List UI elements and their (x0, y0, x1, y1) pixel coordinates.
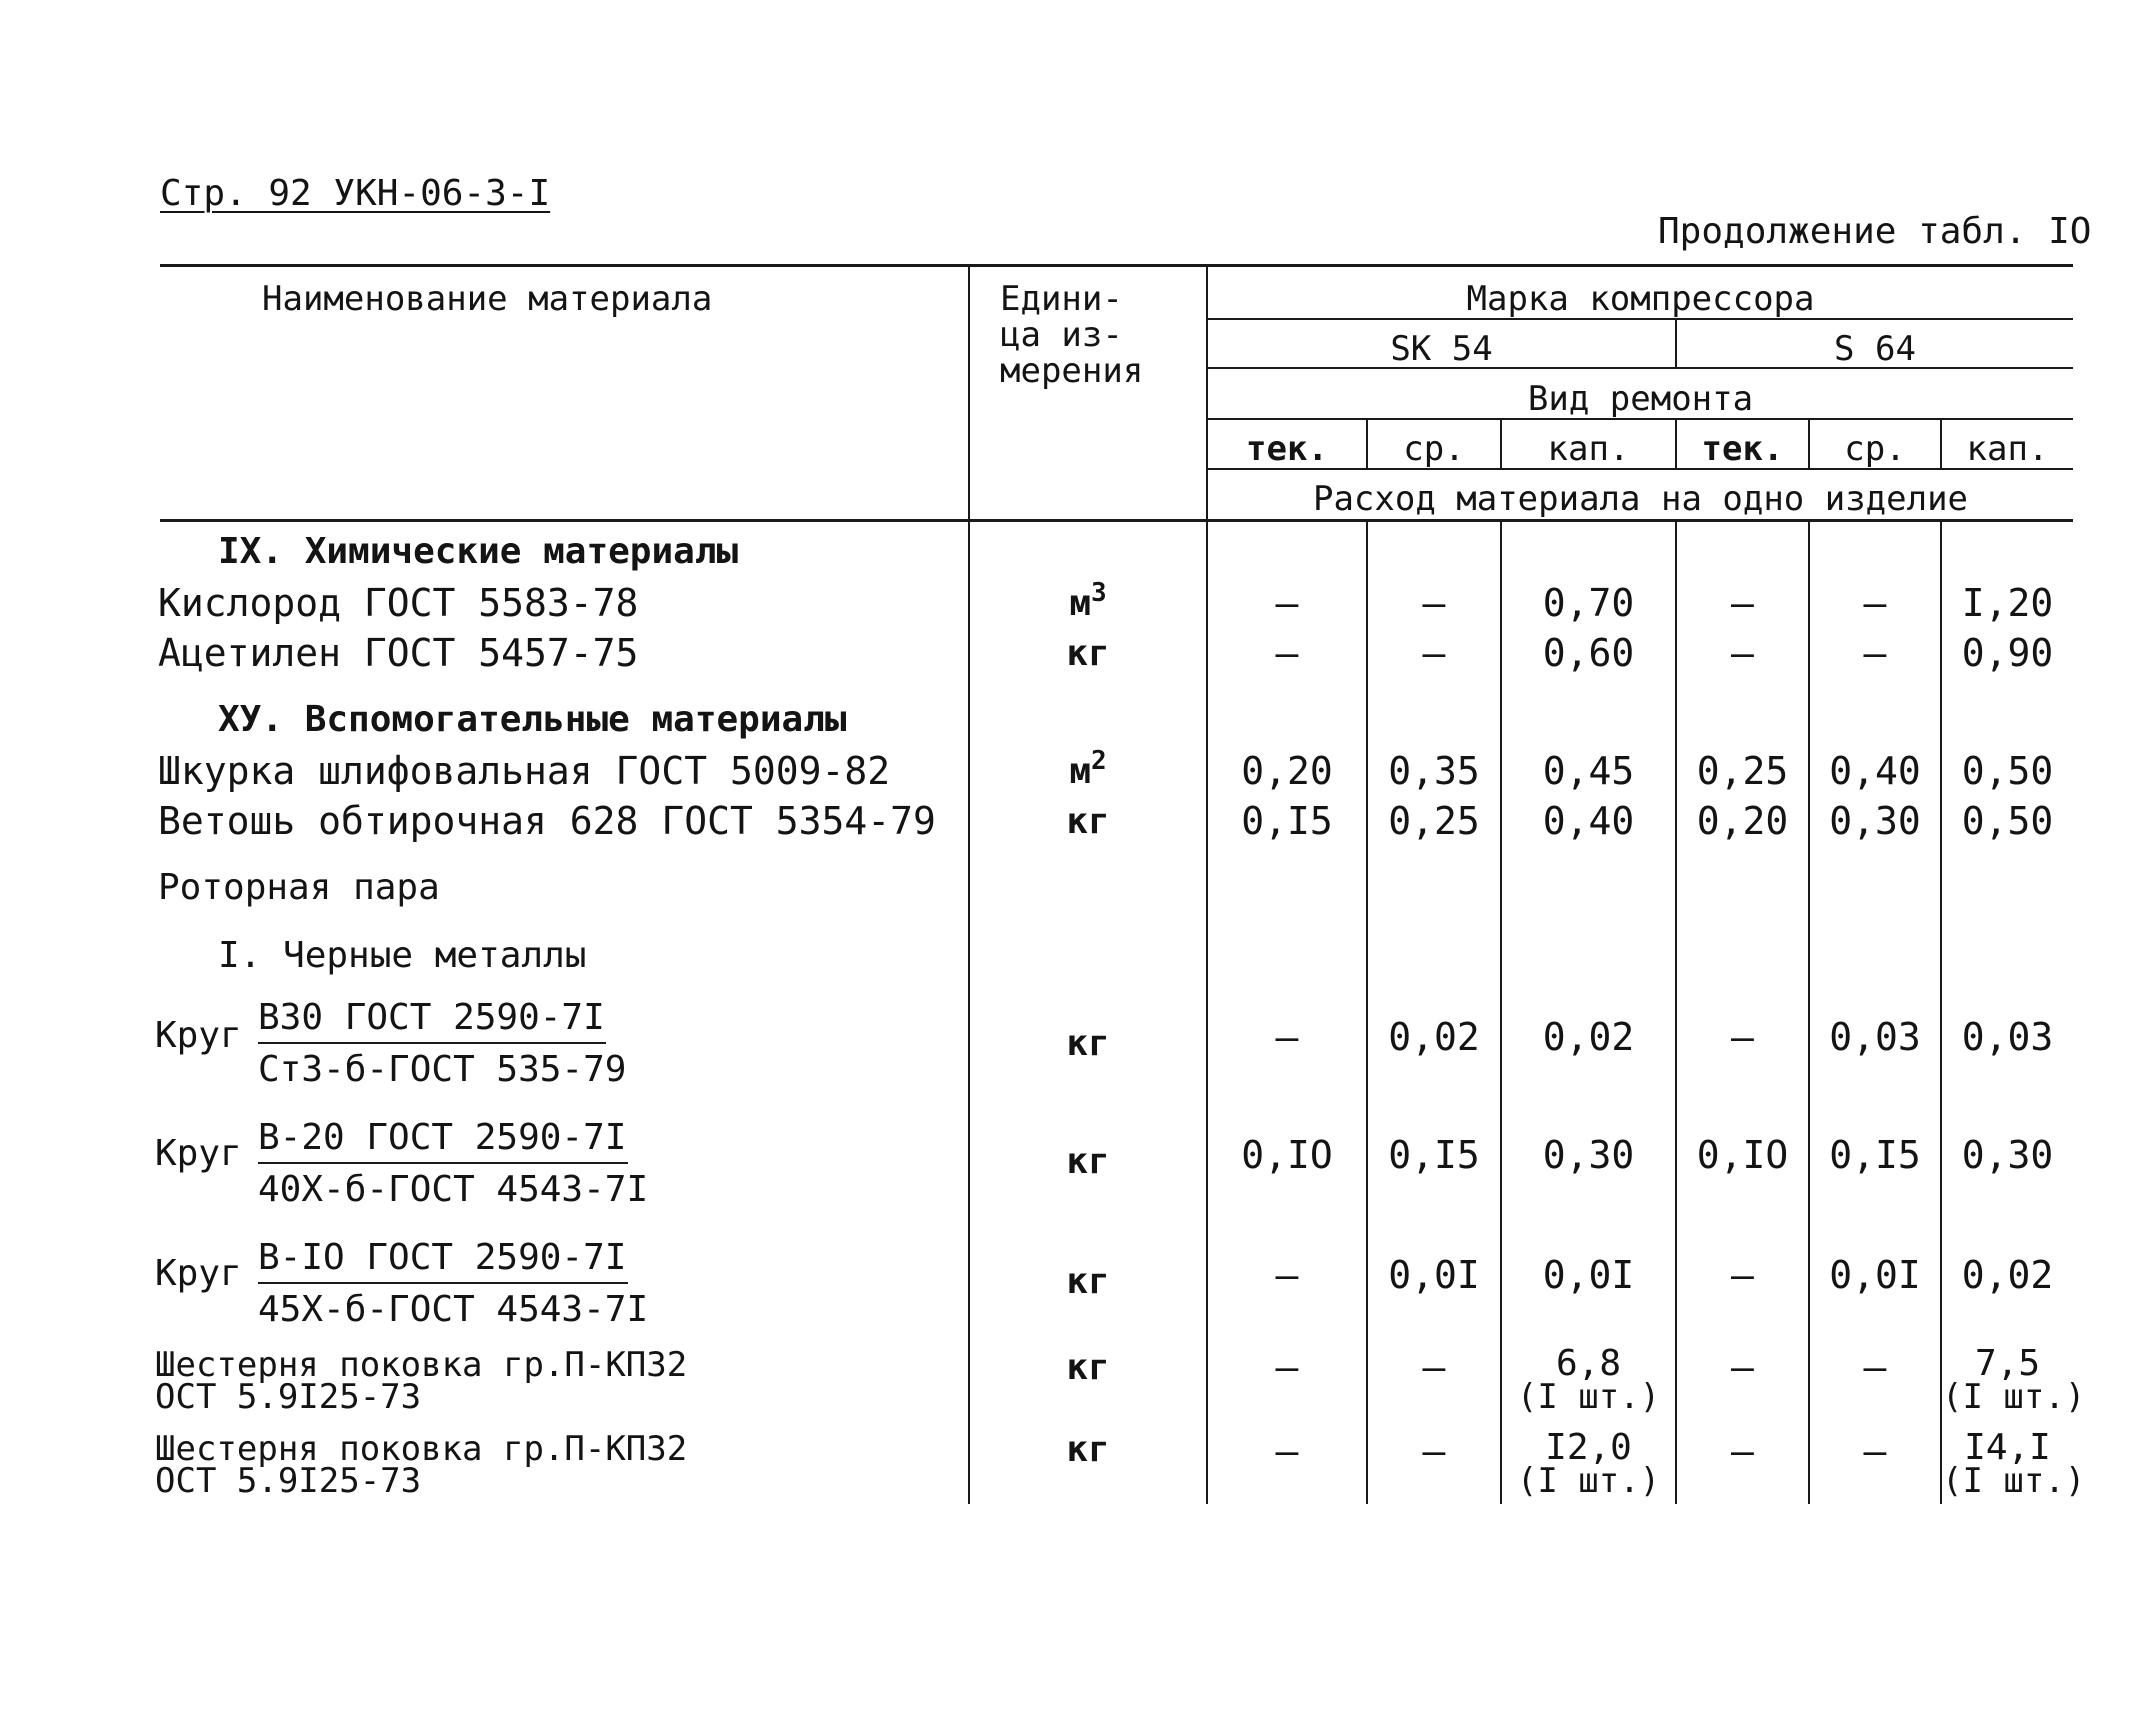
row-krug1-unit: кг (1066, 1023, 1110, 1064)
row-krug2-v6: 0,30 (1961, 1133, 2054, 1177)
row-gear1-v4: – (1731, 1345, 1754, 1389)
row-krug1-numerator: В30 ГОСТ 2590-7I (258, 997, 605, 1038)
header-compressor-brand: Марка компрессора (1466, 279, 1815, 319)
row-gear1-name-line2: ОСТ 5.9I25-73 (155, 1377, 422, 1417)
row-gear2-v1: – (1275, 1429, 1299, 1473)
row-krug1-v6: 0,03 (1961, 1015, 2054, 1059)
row-gear2-name-line2: ОСТ 5.9I25-73 (155, 1461, 422, 1501)
row-gear1-v2: – (1422, 1345, 1446, 1389)
row-krug2-v2: 0,I5 (1388, 1133, 1480, 1177)
row-krug1-fraction-line (258, 1042, 606, 1044)
row-rags-v2: 0,25 (1388, 799, 1480, 843)
row-gear2-name-line1: Шестерня поковка гр.П-КП32 (155, 1429, 688, 1469)
row-sandpaper-v6: 0,50 (1961, 749, 2054, 793)
row-acetylene-v3: 0,60 (1542, 631, 1635, 675)
header-unit-line3: мерения (1000, 351, 1144, 391)
row-krug3-unit: кг (1066, 1261, 1110, 1302)
row-sandpaper-v1: 0,20 (1241, 749, 1333, 793)
row-sandpaper-v5: 0,40 (1829, 749, 1921, 793)
row-gear1-name-line1: Шестерня поковка гр.П-КП32 (155, 1345, 688, 1385)
row-oxygen-v6: I,20 (1961, 581, 2054, 625)
row-rags-v1: 0,I5 (1241, 799, 1333, 843)
row-krug2-denominator: 40Х-б-ГОСТ 4543-7I (258, 1169, 649, 1210)
row-krug3-v5: 0,0I (1829, 1253, 1921, 1297)
row-sandpaper-name: Шкурка шлифовальная ГОСТ 5009-82 (158, 749, 891, 793)
row-krug3-v4: – (1731, 1253, 1754, 1297)
group-rotor-pair: Роторная пара (158, 867, 440, 908)
row-krug3-v6: 0,02 (1961, 1253, 2054, 1297)
row-gear2-v5: – (1863, 1429, 1887, 1473)
row-oxygen-unit: $м^3$ (1069, 578, 1107, 624)
row-gear1-note-a: (I шт.) (1516, 1377, 1661, 1417)
row-krug1-denominator: Ст3-б-ГОСТ 535-79 (258, 1049, 627, 1090)
header-sub-current-b: тек. (1701, 429, 1784, 469)
model-rule (1208, 367, 2073, 369)
header-sub-medium-b: ср. (1844, 429, 1906, 469)
row-sandpaper-unit: $м^2$ (1069, 746, 1107, 792)
row-krug2-v1: 0,IO (1241, 1133, 1333, 1177)
header-bottom-rule (160, 519, 2073, 522)
row-gear1-note-b: (I шт.) (1942, 1377, 2086, 1417)
column-divider-name-unit (968, 266, 970, 1504)
table-top-rule (160, 264, 2073, 267)
row-krug3-numerator: В-IO ГОСТ 2590-7I (258, 1237, 627, 1278)
header-sub-medium-a: ср. (1403, 429, 1465, 469)
row-oxygen-v1: – (1275, 581, 1299, 625)
section-ferrous-metals: I. Черные металлы (218, 935, 587, 976)
row-krug1-v2: 0,02 (1388, 1015, 1480, 1059)
row-krug2-v4: 0,IO (1696, 1133, 1789, 1177)
row-acetylene-v4: – (1731, 631, 1754, 675)
row-krug1-v5: 0,03 (1829, 1015, 1921, 1059)
row-krug2-v5: 0,I5 (1829, 1133, 1921, 1177)
row-oxygen-v2: – (1422, 581, 1446, 625)
row-krug2-label: Круг (155, 1133, 242, 1174)
row-gear1-v1: – (1275, 1345, 1299, 1389)
row-gear1-v5: – (1863, 1345, 1887, 1389)
row-krug3-v1: – (1275, 1253, 1299, 1297)
row-acetylene-v5: – (1863, 631, 1887, 675)
row-oxygen-v3: 0,70 (1542, 581, 1635, 625)
row-acetylene-v1: – (1275, 631, 1299, 675)
header-sub-current-a: тек. (1246, 429, 1328, 469)
row-gear2-v3: I2,0 (1545, 1427, 1632, 1468)
header-consumption: Расход материала на одно изделие (1312, 479, 1969, 519)
header-unit-line1: Едини- (1000, 279, 1123, 319)
row-krug1-v3: 0,02 (1542, 1015, 1635, 1059)
row-sandpaper-v3: 0,45 (1542, 749, 1635, 793)
header-model-sk54: SK 54 (1390, 329, 1493, 369)
row-acetylene-v6: 0,90 (1961, 631, 2054, 675)
row-acetylene-name: Ацетилен ГОСТ 5457-75 (158, 631, 639, 675)
row-gear2-note-a: (I шт.) (1516, 1461, 1661, 1501)
row-sandpaper-v2: 0,35 (1388, 749, 1480, 793)
header-material-name: Наименование материала (262, 279, 713, 319)
row-oxygen-v4: – (1731, 581, 1754, 625)
page-reference: Стр. 92 УКН-06-3-I (160, 173, 551, 214)
row-gear1-v3: 6,8 (1555, 1343, 1622, 1384)
row-acetylene-v2: – (1422, 631, 1446, 675)
header-model-s64: S 64 (1834, 329, 1916, 369)
row-gear1-v6: 7,5 (1974, 1343, 2041, 1384)
header-sub-capital-b: кап. (1966, 429, 2049, 469)
row-sandpaper-v4: 0,25 (1696, 749, 1789, 793)
row-gear2-v6: I4,I (1964, 1427, 2051, 1468)
row-krug1-v1: – (1275, 1015, 1299, 1059)
row-krug3-denominator: 45Х-б-ГОСТ 4543-7I (258, 1289, 649, 1330)
row-gear2-unit: кг (1066, 1429, 1110, 1470)
table-continuation-label: Продолжение табл. IO (1658, 211, 2092, 252)
row-krug3-fraction-line (258, 1282, 628, 1284)
row-krug3-v3: 0,0I (1542, 1253, 1635, 1297)
row-rags-v6: 0,50 (1961, 799, 2054, 843)
row-oxygen-name: Кислород ГОСТ 5583-78 (158, 581, 639, 625)
row-gear2-note-b: (I шт.) (1942, 1461, 2086, 1501)
row-gear2-v4: – (1731, 1429, 1754, 1473)
row-gear1-unit: кг (1066, 1347, 1110, 1388)
row-krug1-v4: – (1731, 1015, 1754, 1059)
row-krug2-unit: кг (1066, 1141, 1110, 1182)
row-rags-name: Ветошь обтирочная 628 ГОСТ 5354-79 (158, 799, 936, 843)
row-rags-v3: 0,40 (1542, 799, 1635, 843)
header-repair-type: Вид ремонта (1527, 379, 1754, 419)
subheader-rule (1208, 468, 2073, 470)
row-rags-v5: 0,30 (1829, 799, 1921, 843)
row-acetylene-unit: кг (1066, 633, 1110, 674)
row-gear2-v2: – (1422, 1429, 1446, 1473)
section-auxiliary-materials: ХУ. Вспомогательные материалы (218, 699, 847, 740)
header-sub-capital-a: кап. (1547, 429, 1630, 469)
row-rags-v4: 0,20 (1696, 799, 1789, 843)
row-krug1-label: Круг (155, 1015, 242, 1056)
row-krug3-v2: 0,0I (1388, 1253, 1480, 1297)
row-oxygen-v5: – (1863, 581, 1887, 625)
row-rags-unit: кг (1066, 801, 1110, 842)
section-chemical-materials: IX. Химические материалы (218, 531, 739, 572)
row-krug2-v3: 0,30 (1542, 1133, 1635, 1177)
row-krug2-numerator: В-20 ГОСТ 2590-7I (258, 1117, 627, 1158)
header-unit-line2: ца из- (1000, 315, 1123, 355)
row-krug2-fraction-line (258, 1162, 628, 1164)
row-krug3-label: Круг (155, 1253, 242, 1294)
